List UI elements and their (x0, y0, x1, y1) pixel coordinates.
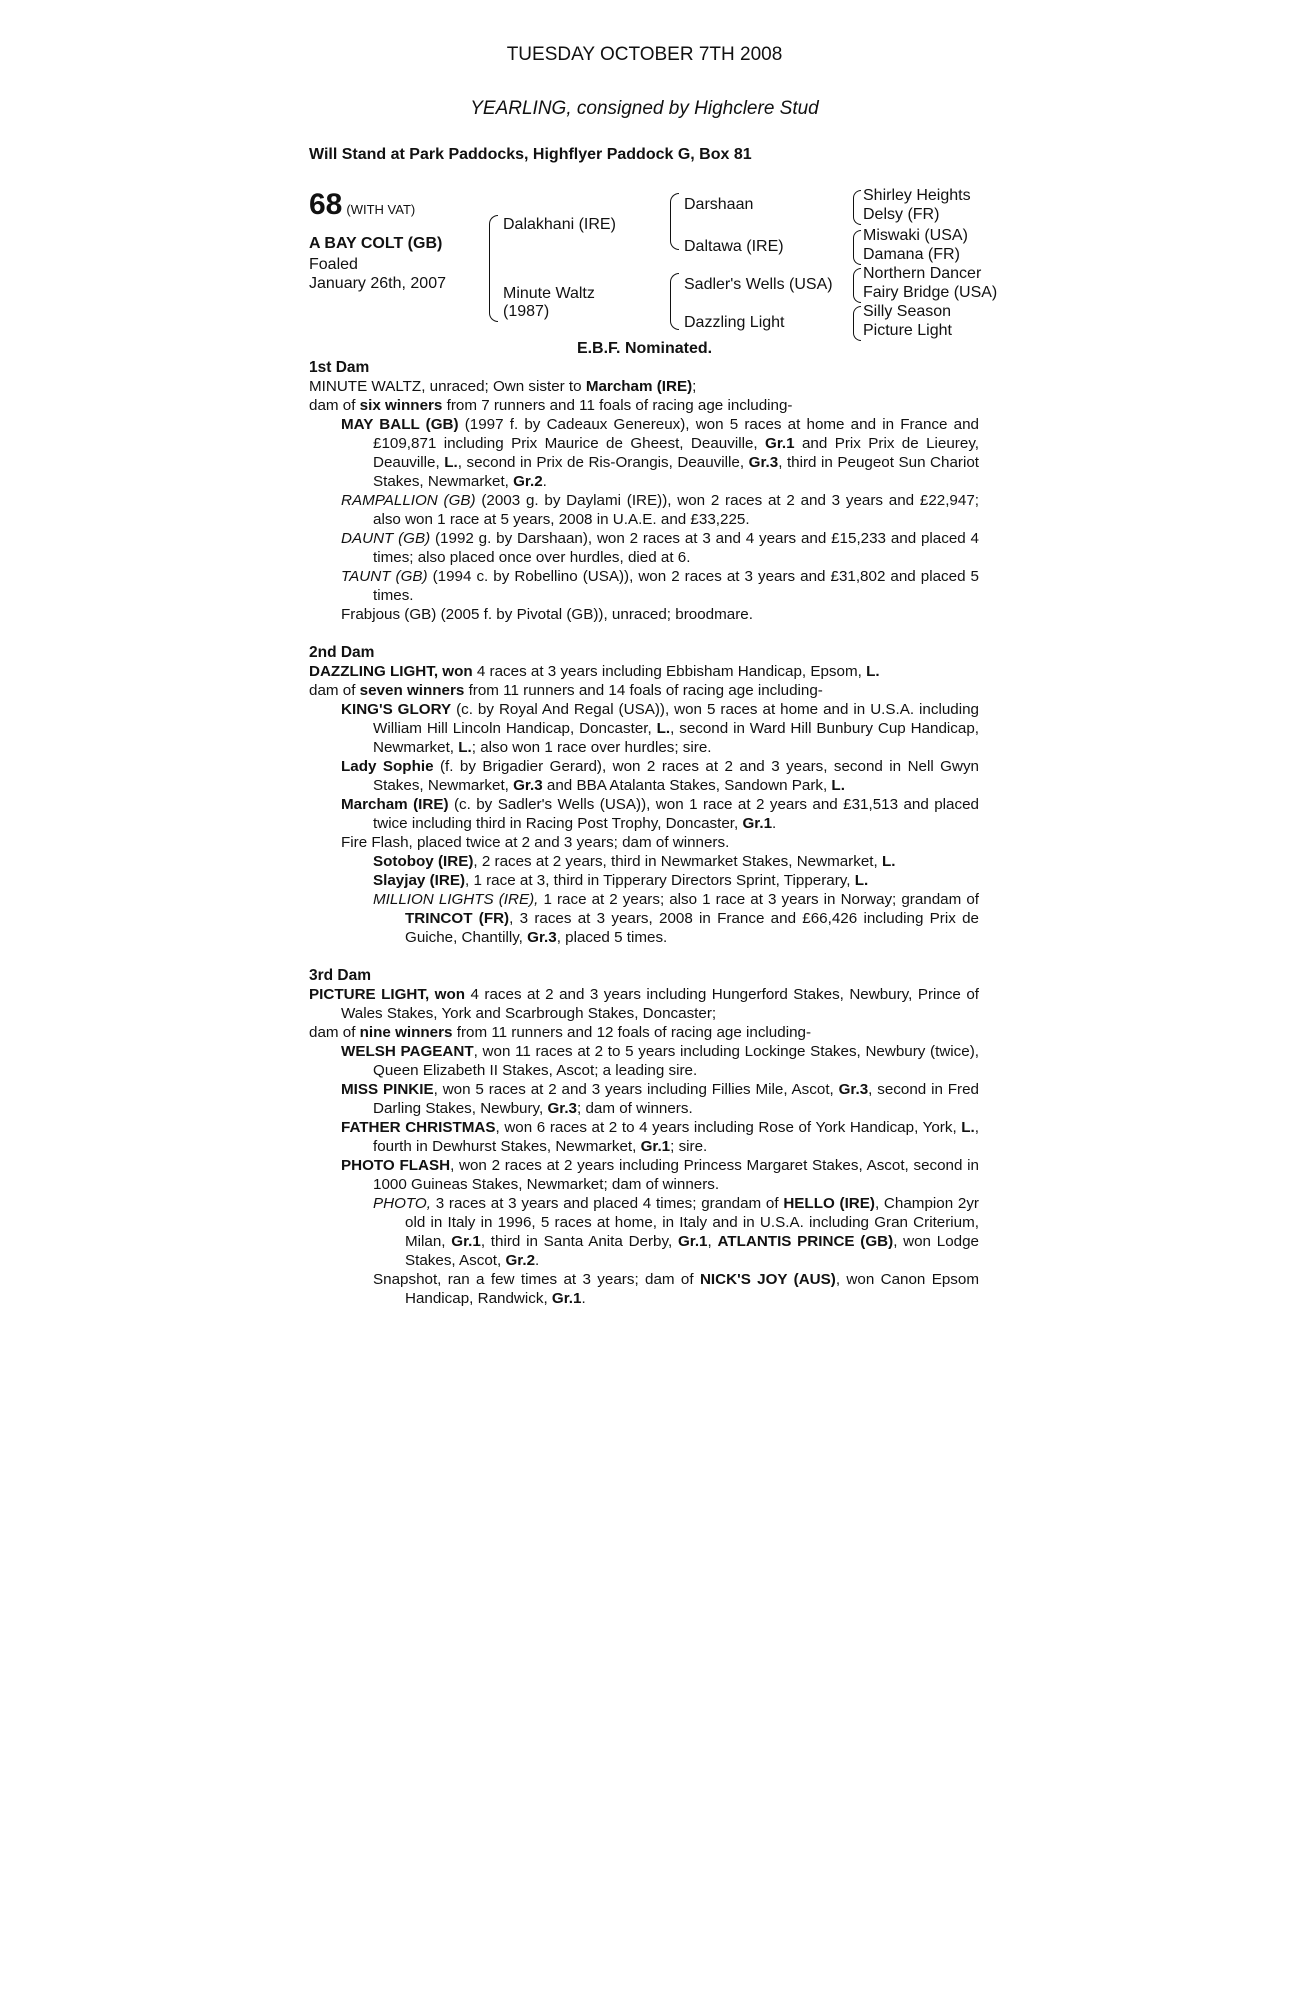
pedigree-dam-year: (1987) (503, 303, 550, 320)
list-item: MISS PINKIE, won 5 races at 2 and 3 years including Fillies Mile, Ascot, Gr.3, second in Fred Darling Stakes, Newbury, Gr.3; dam of winners. (341, 1081, 979, 1117)
pedigree-ds-dam: Fairy Bridge (USA) (863, 284, 998, 301)
ebf-nominated: E.B.F. Nominated. (576, 340, 713, 357)
pedigree-ds-sire: Northern Dancer (863, 265, 982, 282)
foaled-date: January 26th, 2007 (309, 275, 446, 292)
dam-line: DAZZLING LIGHT, won 4 races at 3 years including Ebbisham Handicap, Epsom, L. (309, 663, 880, 680)
dam-line: MINUTE WALTZ, unraced; Own sister to Marcham (IRE); (309, 378, 697, 395)
list-item: PHOTO, 3 races at 3 years and placed 4 times; grandam of HELLO (IRE), Champion 2yr old in Italy in 1996, 5 races at home, in Italy and in U.S.A. including Gran Criterium, Milan, Gr.1, third in Santa Anita Derby, Gr.1, ATLANTIS PRINCE (GB), won Lodge Stakes, Ascot, Gr.2. (373, 1195, 979, 1269)
pedigree-brace (853, 306, 861, 341)
pedigree-brace (489, 215, 498, 322)
stand-location: Will Stand at Park Paddocks, Highflyer Paddock G, Box 81 (309, 146, 752, 163)
section-heading: 3rd Dam (309, 967, 372, 984)
pedigree-ss-dam: Delsy (FR) (863, 206, 940, 223)
list-item: Frabjous (GB) (2005 f. by Pivotal (GB)), unraced; broodmare. (341, 606, 753, 623)
pedigree-sire-dam: Daltawa (IRE) (684, 238, 784, 255)
pedigree-sd-sire: Miswaki (USA) (863, 227, 968, 244)
list-item: Lady Sophie (f. by Brigadier Gerard), won 2 races at 2 and 3 years, second in Nell Gwyn Stakes, Newmarket, Gr.3 and BBA Atalanta Stakes, Sandown Park, L. (341, 758, 980, 794)
list-item: PHOTO FLASH, won 2 races at 2 years including Princess Margaret Stakes, Ascot, second in 1000 Guineas Stakes, Newmarket; dam of winners. (341, 1157, 979, 1193)
pedigree-brace (853, 190, 861, 225)
list-item: Marcham (IRE) (c. by Sadler's Wells (USA)), won 1 race at 2 years and £31,513 and placed twice including third in Racing Post Trophy, Doncaster, Gr.1. (341, 796, 979, 832)
dam-produce-line: dam of seven winners from 11 runners and 14 foals of racing age including- (309, 682, 823, 699)
list-item: MAY BALL (GB) (1997 f. by Cadeaux Genereux), won 5 races at home and in France and £109,871 including Prix Maurice de Gheest, Deauville, Gr.1 and Prix Prix de Lieurey, Deauville, L., second in Prix de Ris-Orangis, Deauville, Gr.3, third in Peugeot Sun Chariot Stakes, Newmarket, Gr.2. (341, 416, 980, 490)
list-item: Fire Flash, placed twice at 2 and 3 years; dam of winners. (341, 834, 730, 851)
foaled-label: Foaled (309, 256, 358, 273)
pedigree-sire-sire: Darshaan (684, 196, 754, 213)
pedigree-brace (670, 193, 679, 250)
vat-note: (WITH VAT) (346, 202, 416, 217)
lot-number-value: 68 (309, 188, 343, 221)
section-heading: 1st Dam (309, 359, 370, 376)
list-item: RAMPALLION (GB) (2003 g. by Daylami (IRE)), won 2 races at 2 and 3 years and £22,947; also won 1 race at 5 years, 2008 in U.A.E. and £33,225. (341, 492, 979, 528)
list-item: MILLION LIGHTS (IRE), 1 race at 2 years; also 1 race at 3 years in Norway; grandam of TRINCOT (FR), 3 races at 3 years, 2008 in France and £66,426 including Prix de Guiche, Chantilly, Gr.3, placed 5 times. (373, 891, 979, 946)
consignor-line: YEARLING, consigned by Highclere Stud (470, 98, 819, 119)
pedigree-brace (853, 230, 861, 265)
sale-date: TUESDAY OCTOBER 7TH 2008 (506, 44, 783, 65)
pedigree-brace (853, 268, 861, 303)
list-item: FATHER CHRISTMAS, won 6 races at 2 to 4 years including Rose of York Handicap, York, L., fourth in Dewhurst Stakes, Newmarket, Gr.1; sire. (341, 1119, 979, 1155)
lot-title: A BAY COLT (GB) (309, 235, 443, 252)
list-item: DAUNT (GB) (1992 g. by Darshaan), won 2 races at 3 and 4 years and £15,233 and placed 4 times; also placed once over hurdles, died at 6. (341, 530, 979, 566)
list-item: WELSH PAGEANT, won 11 races at 2 to 5 years including Lockinge Stakes, Newbury (twice), Queen Elizabeth II Stakes, Ascot; a leading sire. (341, 1043, 979, 1079)
dam-produce-line: dam of six winners from 7 runners and 11 foals of racing age including- (309, 397, 793, 414)
dam-produce-line: dam of nine winners from 11 runners and 12 foals of racing age including- (309, 1024, 812, 1041)
list-item: Sotoboy (IRE), 2 races at 2 years, third in Newmarket Stakes, Newmarket, L. (373, 853, 896, 870)
pedigree-ss-sire: Shirley Heights (863, 187, 971, 204)
pedigree-dd-sire: Silly Season (863, 303, 952, 320)
pedigree-sd-dam: Damana (FR) (863, 246, 960, 263)
list-item: Slayjay (IRE), 1 race at 3, third in Tipperary Directors Sprint, Tipperary, L. (373, 872, 869, 889)
pedigree-dam-sire: Sadler's Wells (USA) (684, 276, 833, 293)
pedigree-dd-dam: Picture Light (863, 322, 952, 339)
dam-line: PICTURE LIGHT, won 4 races at 2 and 3 years including Hungerford Stakes, Newbury, Prince of Wales Stakes, York and Scarbrough Stakes, Doncaster; (309, 986, 979, 1022)
pedigree-sire: Dalakhani (IRE) (503, 216, 616, 233)
list-item: Snapshot, ran a few times at 3 years; dam of NICK'S JOY (AUS), won Canon Epsom Handicap, Randwick, Gr.1. (373, 1271, 979, 1307)
lot-number (309, 188, 415, 222)
pedigree-dam: Minute Waltz (503, 285, 595, 302)
list-item: TAUNT (GB) (1994 c. by Robellino (USA)), won 2 races at 3 years and £31,802 and placed 5 times. (341, 568, 979, 604)
pedigree-brace (670, 273, 679, 330)
catalogue-body (309, 358, 979, 1308)
pedigree-dam-dam: Dazzling Light (684, 314, 785, 331)
section-heading: 2nd Dam (309, 644, 375, 661)
list-item: KING'S GLORY (c. by Royal And Regal (USA)), won 5 races at home and in U.S.A. including William Hill Lincoln Handicap, Doncaster, L., second in Ward Hill Bunbury Cup Handicap, Newmarket, L.; also won 1 race over hurdles; sire. (341, 701, 980, 756)
